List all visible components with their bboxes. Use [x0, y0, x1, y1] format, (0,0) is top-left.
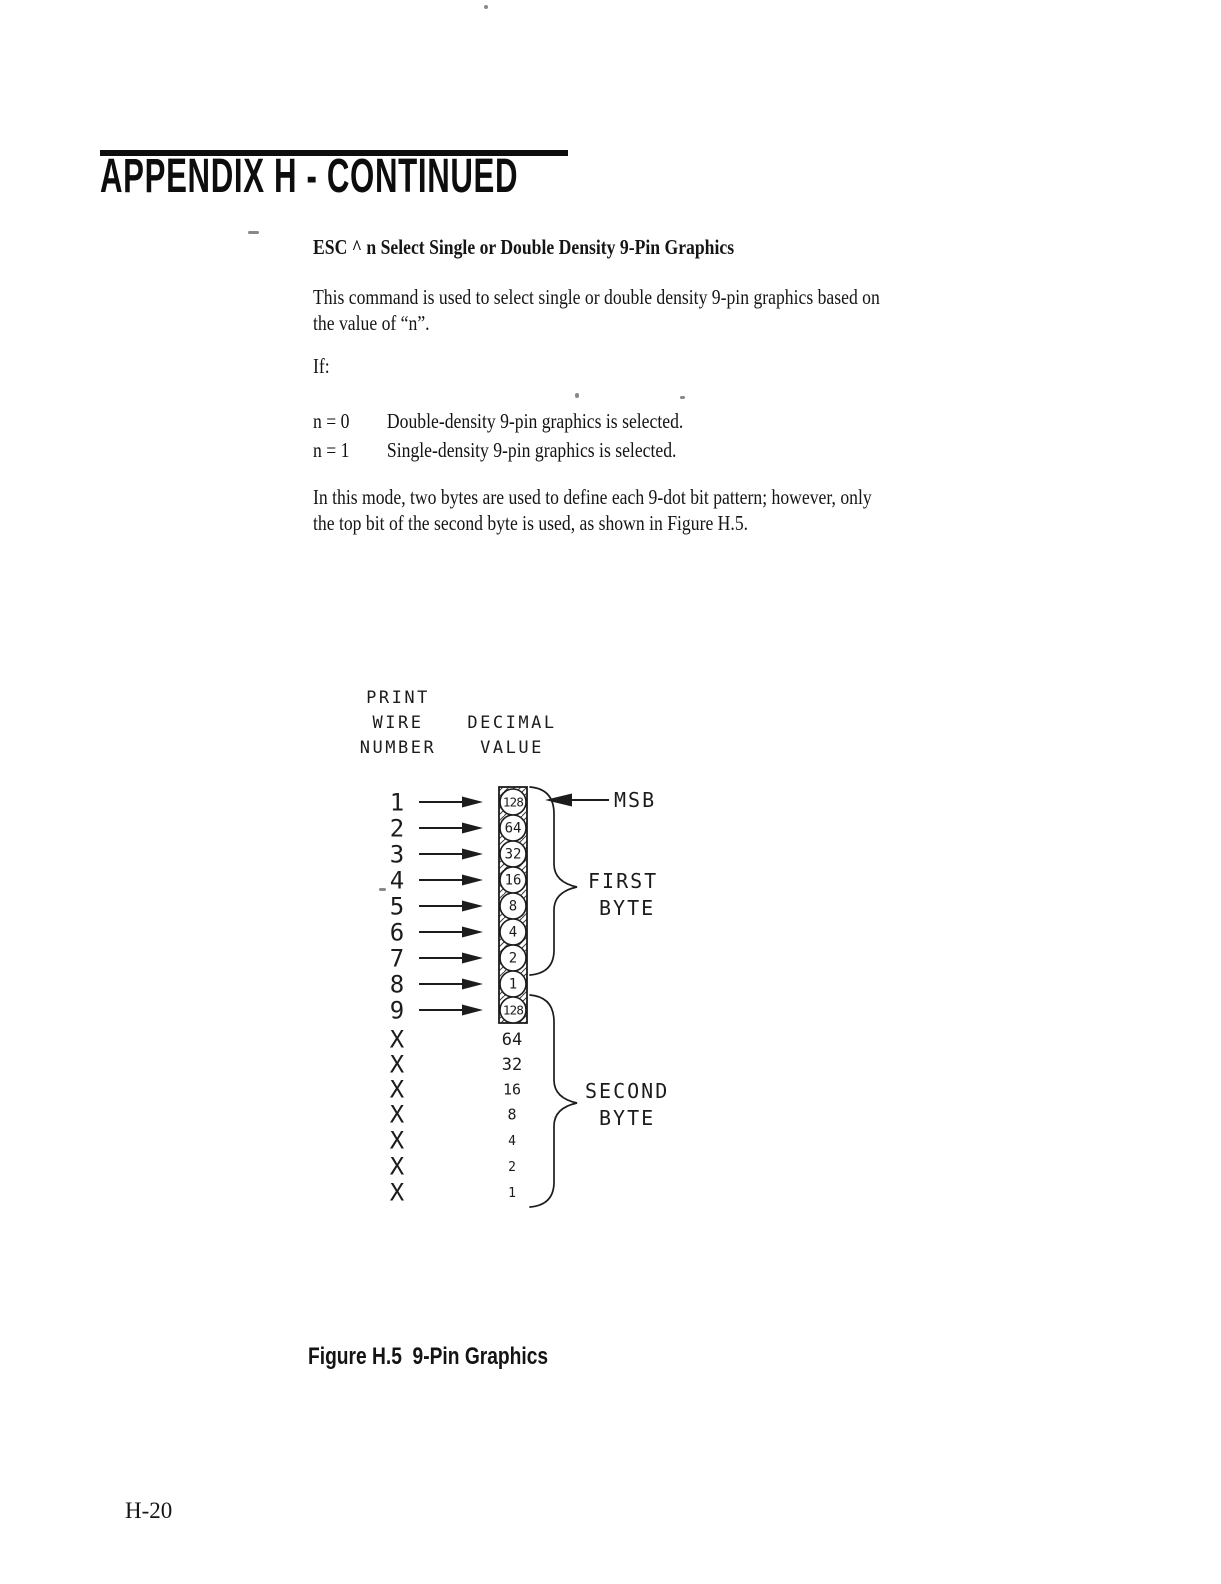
wire-arrow-head [462, 797, 483, 808]
second-byte-brace [530, 995, 577, 1207]
plain-value: 2 [508, 1160, 516, 1175]
paragraph-1-line-1: This command is used to select single or double density 9-pin graphics based on [313, 285, 880, 309]
condition-term: n = 0 [313, 409, 350, 433]
condition-term: n = 1 [313, 438, 350, 462]
wire-number: 9 [389, 996, 405, 1025]
wire-number: 3 [389, 840, 405, 869]
wire-number: 8 [389, 970, 405, 999]
circle-value: 2 [508, 950, 518, 967]
circle-value: 128 [502, 1002, 524, 1018]
circle-value: 16 [504, 872, 522, 889]
wire-arrow-head [462, 979, 483, 990]
wire-arrow-head [462, 901, 483, 912]
condition-description: Double-density 9-pin graphics is selected. [386, 409, 684, 433]
circle-value: 64 [504, 820, 522, 837]
wire-x: X [389, 1178, 405, 1207]
circle-value: 128 [502, 794, 524, 810]
wire-number: 4 [389, 866, 405, 895]
paragraph-1-line-2: the value of “n”. [313, 311, 430, 335]
circle-value: 8 [508, 898, 518, 915]
plain-value: 32 [501, 1055, 523, 1075]
plain-value: 1 [508, 1186, 516, 1201]
plain-value: 64 [501, 1030, 523, 1050]
condition-row-n0 [313, 409, 1019, 435]
wire-arrow-head [462, 927, 483, 938]
first-byte-brace [530, 787, 577, 975]
first-byte-label-line-2: BYTE [599, 896, 656, 920]
if-label: If: [313, 354, 330, 378]
circle-value: 32 [504, 846, 522, 863]
first-byte-label-line-1: FIRST [588, 869, 659, 893]
figure-caption: Figure H.5 9-Pin Graphics [308, 1343, 549, 1370]
wire-number: 6 [389, 918, 405, 947]
circle-value: 4 [508, 924, 518, 941]
wire-header-line-1: PRINT [366, 688, 430, 708]
paragraph-2-line-2: the top bit of the second byte is used, as shown in Figure H.5. [313, 511, 749, 535]
wire-x: X [389, 1075, 405, 1104]
paragraph-2-line-1: In this mode, two bytes are used to define each 9-dot bit pattern; however, only [313, 485, 872, 509]
scan-artifact [484, 5, 488, 9]
paragraph-2 [313, 484, 978, 536]
scan-artifact [575, 393, 579, 398]
wire-x: X [389, 1152, 405, 1181]
paragraph-1 [313, 284, 988, 336]
condition-row-n1 [313, 438, 1019, 464]
wire-number: 1 [389, 788, 405, 817]
scan-artifact [248, 231, 259, 234]
wire-arrow-head [462, 875, 483, 886]
wire-number: 7 [389, 944, 405, 973]
second-byte-label-line-2: BYTE [599, 1106, 656, 1130]
plain-value: 4 [508, 1134, 516, 1149]
condition-description: Single-density 9-pin graphics is selected. [386, 438, 677, 462]
wire-x: X [389, 1100, 405, 1129]
scan-artifact [379, 888, 386, 891]
wire-number: 5 [389, 892, 405, 921]
wire-x: X [389, 1050, 405, 1079]
value-header-line-2: VALUE [480, 738, 544, 758]
wire-arrow-head [462, 1005, 483, 1016]
value-header-line-1: DECIMAL [467, 713, 557, 733]
msb-label: MSB [614, 788, 657, 812]
figure-9-pin-graphics [340, 660, 760, 1220]
plain-value: 8 [507, 1105, 517, 1124]
command-heading: ESC ^ n Select Single or Double Density 9-Pin Graphics [313, 235, 735, 259]
wire-arrow-head [462, 953, 483, 964]
wire-x: X [389, 1025, 405, 1054]
wire-arrow-head [462, 823, 483, 834]
wire-header-line-3: NUMBER [359, 738, 437, 758]
page-number: H-20 [125, 1498, 173, 1523]
second-byte-label-line-1: SECOND [585, 1079, 670, 1103]
wire-arrow-head [462, 849, 483, 860]
circle-value: 1 [508, 976, 518, 993]
wire-number: 2 [389, 814, 405, 843]
plain-value: 16 [502, 1080, 522, 1099]
wire-header-line-2: WIRE [372, 713, 424, 733]
wire-x: X [389, 1126, 405, 1155]
scan-artifact [680, 396, 685, 399]
page-title: APPENDIX H - CONTINUED [100, 150, 519, 203]
